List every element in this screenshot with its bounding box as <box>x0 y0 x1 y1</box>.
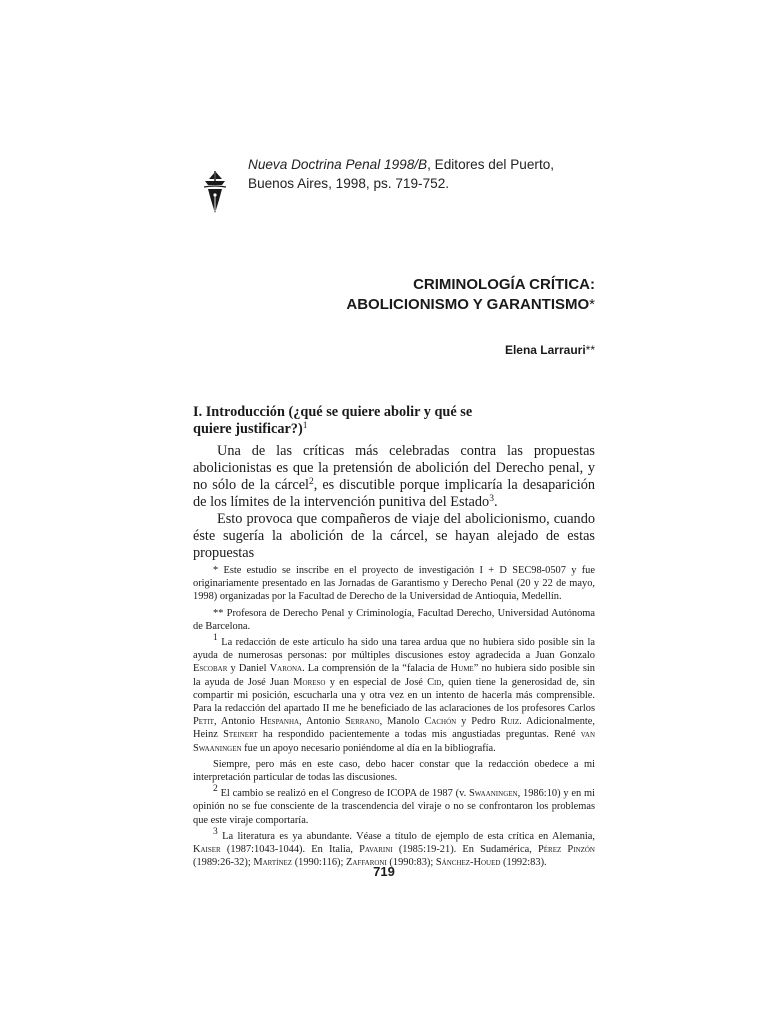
footnote-2 <box>193 784 595 827</box>
author-name: Zaffaroni <box>345 857 387 869</box>
footnote-text: (1990:83); <box>386 857 436 869</box>
footnote-text: (1990:116); <box>292 857 346 869</box>
footnote-text: . La comprensión de la “falacia de <box>302 663 451 675</box>
footnote-star: * Este estudio se inscribe en el proyecto de investigación I + D SEC98-0507 y fue originariamente presentado en las Jornadas de Garantismo y Derecho Penal (20 y 22 de mayo, 1998) organizadas por la Facultad de Derecho de la Universidad de Antioquia, Medellín. <box>193 565 595 603</box>
publication-title: Nueva Doctrina Penal 1998/B <box>248 157 428 172</box>
title-line-1: CRIMINOLOGÍA CRÍTICA: <box>413 276 595 293</box>
footnote-text: , Manolo <box>379 716 425 728</box>
author-name: Varona <box>269 663 303 675</box>
author-name: Martínez <box>253 857 293 869</box>
footnote-text: fue un apoyo necesario poniéndome al día en la bibliografía. <box>241 742 496 754</box>
author-name: Hespanha <box>259 716 300 728</box>
author-name: Pavarini <box>359 844 393 856</box>
footnote-1-continued: Siempre, pero más en este caso, debo hacer constar que la redacción obedece a mi interpretación particular de todas las discusiones. <box>193 758 595 784</box>
author-name: Ruiz <box>500 716 520 728</box>
footnote-text: y en especial de José <box>325 676 428 688</box>
paragraph-text: . <box>493 494 498 510</box>
footnote-text: (1989:26-32); <box>193 857 254 869</box>
author-line <box>505 343 595 357</box>
author-name: Cachón <box>424 716 457 728</box>
author-name: Moreso <box>293 676 326 688</box>
footnote-text: ” no hubiera sido posible sin la ayuda de José Juan <box>193 663 595 688</box>
article-body <box>193 404 595 562</box>
paragraph-text: Esto provoca que compañeros de viaje del abolicionismo, cuando éste sugería la abolición de la cárcel, se hayan alejado de estas propuestas <box>193 511 595 561</box>
footnotes <box>193 564 595 872</box>
section-heading-text: I. Introducción (¿qué se quiere abolir y qué se quiere justificar?) <box>193 404 473 437</box>
paragraph-text: Una de las críticas más celebradas contra las propuestas abolicionistas es que la pretensión de abolición del Derecho penal, y no sólo de la cárcel <box>193 443 595 493</box>
footnote-1 <box>193 633 596 755</box>
publication-citation <box>248 155 593 193</box>
author-name: Hume <box>450 663 474 675</box>
footnote-text: (1987:1043-1044). En Italia, <box>220 844 360 856</box>
footnote-text: El cambio se realizó en el Congreso de ICOPA de 1987 (v. <box>217 788 470 800</box>
footnote-text: . Adicionalmente, Heinz <box>193 716 596 741</box>
author-name: Escobar <box>193 663 228 675</box>
footnote-text: La redacción de este artículo ha sido una tarea ardua que no hubiera sido posible sin la ayuda de numerosas personas: por múltiples discusiones estoy agradecida a Juan Gonzalo <box>193 637 595 662</box>
author-name: Elena Larrauri <box>504 343 586 357</box>
footnote-number: 3 <box>213 826 218 837</box>
footnote-text: , Antonio <box>213 716 260 728</box>
footnote-number: 2 <box>213 784 218 795</box>
footnote-double-star: ** Profesora de Derecho Penal y Criminología, Facultad Derecho, Universidad Autónoma de Barcelona. <box>193 607 595 632</box>
page-number: 719 <box>373 864 395 879</box>
footnote-text: y Pedro <box>456 716 501 728</box>
author-name: Swaaningen <box>469 788 518 800</box>
footnote-text: ha respondido pacientemente a todas mis angustiadas preguntas. René <box>257 729 581 741</box>
footnote-text: (1992:83). <box>500 857 547 869</box>
title-line-2: ABOLICIONISMO Y GARANTISMO <box>346 296 590 313</box>
author-name: Serrano <box>345 716 380 728</box>
footnote-text: La literatura es ya abundante. Véase a título de ejemplo de esta crítica en Alemania, <box>217 830 595 842</box>
footnote-text: , 1986:10) y en mi opinión no se fue consciente de la trascendencia del viraje o no se confrontaron los problemas que este viraje comportaría. <box>193 788 595 826</box>
publication-details: , Editores del Puerto, Buenos Aires, 1998, ps. 719-752. <box>248 157 555 191</box>
section-heading <box>193 404 493 438</box>
author-name: Pérez Pinzón <box>537 844 595 856</box>
footnote-number: 1 <box>213 633 218 644</box>
body-paragraph-2 <box>193 511 595 562</box>
footnote-text: y Daniel <box>227 663 270 675</box>
author-name: van Swaaningen <box>193 729 595 754</box>
title-footnote-marker: * <box>589 296 595 313</box>
paragraph-text: , es discutible porque implicaría la desaparición de los límites de la intervención punitiva del Estado <box>193 477 595 510</box>
author-name: Steinert <box>223 729 258 741</box>
footnote-text: (1985:19-21). En Sudamérica, <box>392 844 538 856</box>
body-paragraph-1 <box>193 443 595 511</box>
author-name: Petit <box>193 716 214 728</box>
footnote-text: , Antonio <box>299 716 346 728</box>
author-name: Cid <box>427 676 442 688</box>
footnote-text: , quien tiene la generosidad de, sin compartir mi posición, escucharla una y otra vez en un intento de hacerla más comprensible. Para la redacción del apartado II me he beneficiado de las aclaraciones de los profesores Carlos <box>193 676 595 715</box>
article-title <box>346 275 595 315</box>
author-footnote-marker: ** <box>585 343 595 357</box>
footnote-ref: 2 <box>309 477 314 487</box>
footnote-ref: 3 <box>489 494 494 504</box>
ship-quill-icon <box>200 168 230 216</box>
author-name: Sánchez-Houed <box>435 857 501 869</box>
footnote-ref: 1 <box>302 421 308 431</box>
author-name: Kaiser <box>193 844 221 856</box>
